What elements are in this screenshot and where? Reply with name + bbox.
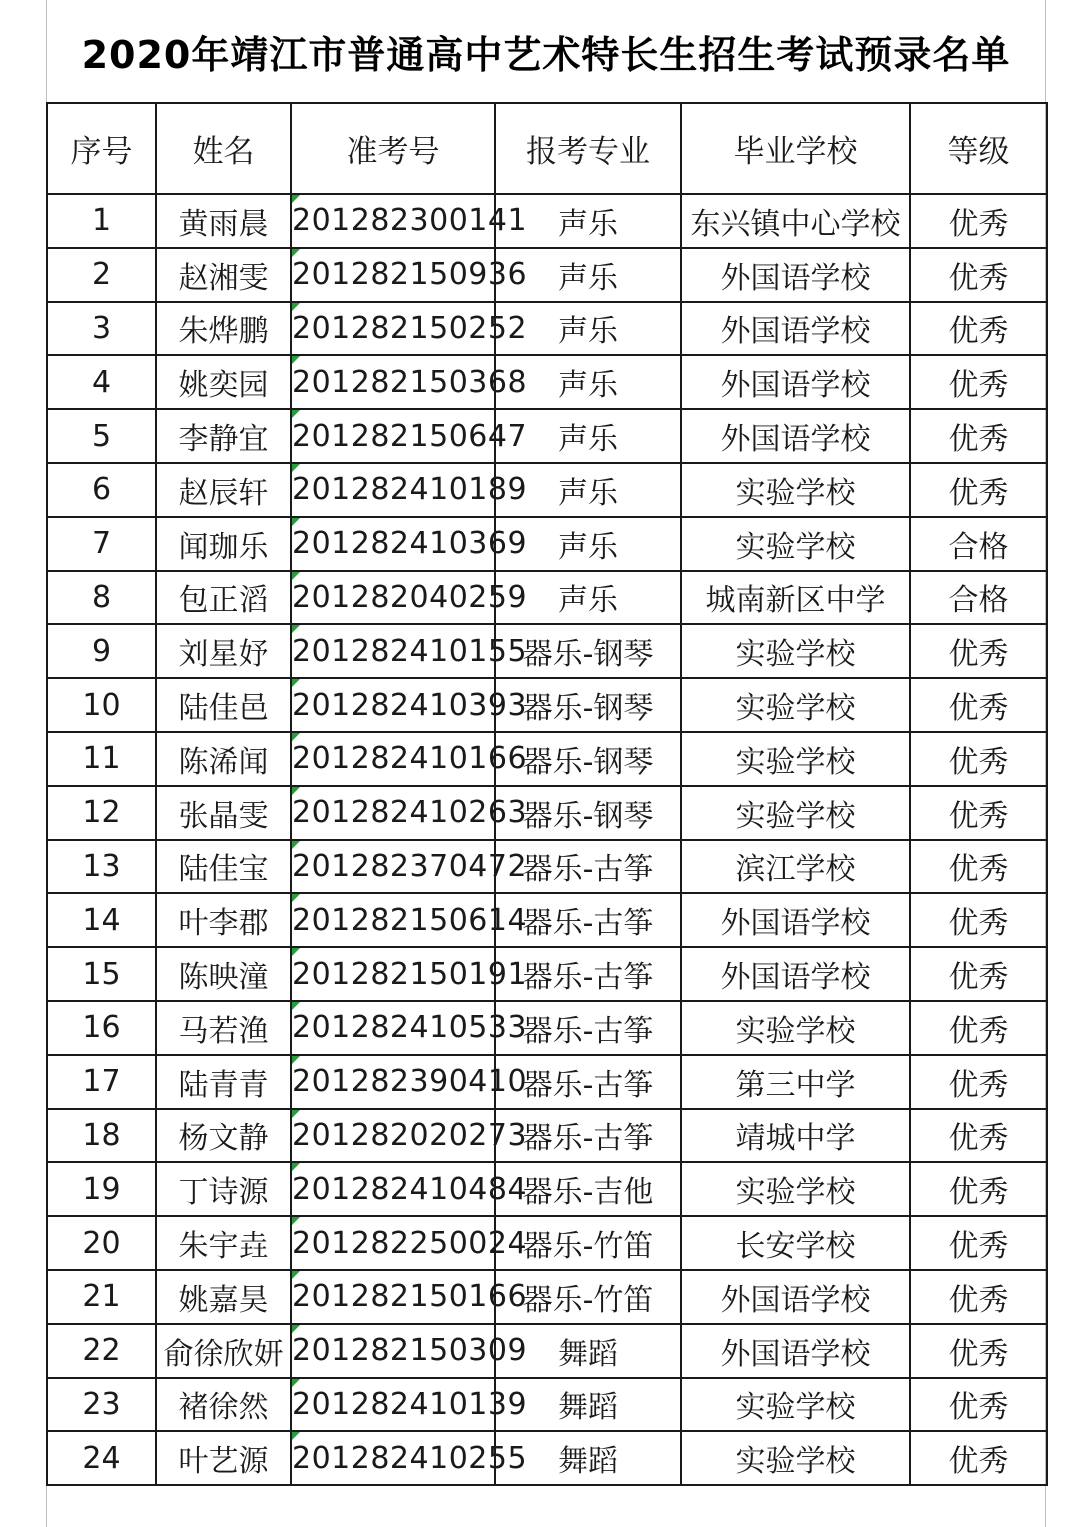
cell-major: 器乐-古筝 [495, 840, 681, 894]
cell-major: 舞蹈 [495, 1324, 681, 1378]
column-header-school: 毕业学校 [681, 103, 910, 194]
cell-grade: 合格 [910, 517, 1047, 571]
cell-school: 外国语学校 [681, 409, 910, 463]
cell-school: 实验学校 [681, 1162, 910, 1216]
cell-exam-id [291, 517, 528, 571]
cell-major: 器乐-钢琴 [495, 732, 681, 786]
cell-grade: 优秀 [910, 947, 1047, 1001]
exam-id-text: 201282150252 [292, 310, 528, 346]
cell-exam-id [291, 1216, 528, 1270]
table-row [47, 194, 1047, 248]
exam-id-text: 201282410484 [292, 1171, 528, 1207]
table-row [47, 355, 1047, 409]
column-header-major: 报考专业 [495, 103, 681, 194]
cell-grade: 优秀 [910, 893, 1047, 947]
text-number-warning-icon [292, 1271, 300, 1279]
table-row [47, 1055, 1047, 1109]
cell-school: 实验学校 [681, 786, 910, 840]
cell-exam-id [291, 1001, 528, 1055]
cell-name: 朱烨鹏 [156, 302, 291, 356]
cell-grade: 优秀 [910, 840, 1047, 894]
cell-major: 器乐-古筝 [495, 1001, 681, 1055]
cell-major: 声乐 [495, 302, 681, 356]
table-row [47, 409, 1047, 463]
exam-id-text: 201282150647 [292, 418, 528, 454]
cell-name: 俞徐欣妍 [156, 1324, 291, 1378]
cell-seq: 8 [47, 571, 156, 625]
cell-exam-id [291, 786, 528, 840]
admission-table [46, 102, 1048, 1486]
text-number-warning-icon [292, 625, 300, 633]
cell-name: 陆青青 [156, 1055, 291, 1109]
cell-exam-id [291, 624, 528, 678]
text-number-warning-icon [292, 1379, 300, 1387]
cell-seq: 11 [47, 732, 156, 786]
cell-name: 刘星妤 [156, 624, 291, 678]
text-number-warning-icon [292, 1325, 300, 1333]
cell-major: 声乐 [495, 355, 681, 409]
cell-school: 东兴镇中心学校 [681, 194, 910, 248]
cell-major: 器乐-钢琴 [495, 786, 681, 840]
cell-exam-id [291, 571, 528, 625]
exam-id-text: 201282250024 [292, 1225, 528, 1261]
cell-seq: 15 [47, 947, 156, 1001]
cell-seq: 9 [47, 624, 156, 678]
cell-exam-id [291, 1324, 528, 1378]
exam-id-text: 201282020273 [292, 1117, 528, 1153]
exam-id-text: 201282150614 [292, 902, 528, 938]
cell-seq: 21 [47, 1270, 156, 1324]
cell-name: 陆佳宝 [156, 840, 291, 894]
cell-seq: 14 [47, 893, 156, 947]
exam-id-text: 201282410393 [292, 687, 528, 723]
cell-seq: 1 [47, 194, 156, 248]
cell-name: 朱宇垚 [156, 1216, 291, 1270]
cell-name: 赵辰轩 [156, 463, 291, 517]
cell-school: 实验学校 [681, 1431, 910, 1485]
table-row [47, 517, 1047, 571]
cell-grade: 优秀 [910, 302, 1047, 356]
table-row [47, 732, 1047, 786]
cell-major: 声乐 [495, 463, 681, 517]
exam-id-text: 201282150368 [292, 364, 528, 400]
cell-major: 声乐 [495, 194, 681, 248]
cell-seq: 4 [47, 355, 156, 409]
text-number-warning-icon [292, 1217, 300, 1225]
cell-school: 外国语学校 [681, 302, 910, 356]
cell-name: 包正滔 [156, 571, 291, 625]
text-number-warning-icon [292, 356, 300, 364]
table-row [47, 893, 1047, 947]
cell-school: 实验学校 [681, 624, 910, 678]
cell-exam-id [291, 1378, 528, 1432]
cell-school: 长安学校 [681, 1216, 910, 1270]
table-row [47, 678, 1047, 732]
cell-school: 实验学校 [681, 463, 910, 517]
exam-id-text: 201282410155 [292, 633, 528, 669]
cell-grade: 优秀 [910, 1431, 1047, 1485]
cell-exam-id [291, 1270, 528, 1324]
exam-id-text: 201282410189 [292, 472, 528, 508]
cell-school: 城南新区中学 [681, 571, 910, 625]
exam-id-text: 201282390410 [292, 1064, 528, 1100]
cell-school: 实验学校 [681, 732, 910, 786]
cell-name: 李静宜 [156, 409, 291, 463]
cell-major: 器乐-吉他 [495, 1162, 681, 1216]
cell-seq: 19 [47, 1162, 156, 1216]
cell-school: 外国语学校 [681, 1270, 910, 1324]
cell-major: 声乐 [495, 409, 681, 463]
text-number-warning-icon [292, 894, 300, 902]
exam-id-text: 201282410369 [292, 526, 528, 562]
cell-name: 姚嘉昊 [156, 1270, 291, 1324]
cell-seq: 17 [47, 1055, 156, 1109]
table-body [47, 194, 1047, 1485]
cell-exam-id [291, 194, 528, 248]
cell-exam-id [291, 678, 528, 732]
text-number-warning-icon [292, 303, 300, 311]
exam-id-text: 201282410533 [292, 1010, 528, 1046]
cell-name: 叶李郡 [156, 893, 291, 947]
cell-major: 舞蹈 [495, 1378, 681, 1432]
text-number-warning-icon [292, 1002, 300, 1010]
cell-grade: 优秀 [910, 355, 1047, 409]
table-row [47, 1216, 1047, 1270]
table-row [47, 302, 1047, 356]
cell-exam-id [291, 947, 528, 1001]
cell-school: 实验学校 [681, 517, 910, 571]
cell-major: 器乐-钢琴 [495, 624, 681, 678]
cell-grade: 优秀 [910, 1378, 1047, 1432]
exam-id-text: 201282370472 [292, 848, 528, 884]
text-number-warning-icon [292, 1432, 300, 1440]
table-row [47, 1378, 1047, 1432]
cell-name: 赵湘雯 [156, 248, 291, 302]
document-title: 2020年靖江市普通高中艺术特长生招生考试预录名单 [81, 32, 1011, 77]
cell-school: 外国语学校 [681, 355, 910, 409]
cell-grade: 优秀 [910, 786, 1047, 840]
cell-school: 外国语学校 [681, 893, 910, 947]
cell-seq: 6 [47, 463, 156, 517]
table-row [47, 571, 1047, 625]
cell-school: 实验学校 [681, 1378, 910, 1432]
cell-grade: 优秀 [910, 1109, 1047, 1163]
table-row [47, 463, 1047, 517]
exam-id-text: 201282410263 [292, 795, 528, 831]
cell-name: 张晶雯 [156, 786, 291, 840]
cell-major: 声乐 [495, 248, 681, 302]
table-row [47, 1001, 1047, 1055]
cell-school: 外国语学校 [681, 1324, 910, 1378]
cell-grade: 优秀 [910, 1270, 1047, 1324]
cell-seq: 18 [47, 1109, 156, 1163]
cell-name: 杨文静 [156, 1109, 291, 1163]
cell-exam-id [291, 302, 528, 356]
cell-name: 叶艺源 [156, 1431, 291, 1485]
column-header-name: 姓名 [156, 103, 291, 194]
cell-grade: 优秀 [910, 248, 1047, 302]
cell-grade: 优秀 [910, 678, 1047, 732]
cell-exam-id [291, 409, 528, 463]
cell-grade: 优秀 [910, 1055, 1047, 1109]
text-number-warning-icon [292, 1163, 300, 1171]
table-row [47, 1324, 1047, 1378]
cell-grade: 合格 [910, 571, 1047, 625]
cell-exam-id [291, 1162, 528, 1216]
exam-id-text: 201282150166 [292, 1279, 528, 1315]
cell-seq: 3 [47, 302, 156, 356]
column-header-exam-id: 准考号 [291, 103, 495, 194]
column-header-grade: 等级 [910, 103, 1047, 194]
cell-seq: 13 [47, 840, 156, 894]
cell-seq: 16 [47, 1001, 156, 1055]
column-header-seq: 序号 [47, 103, 156, 194]
table-row [47, 1431, 1047, 1485]
text-number-warning-icon [292, 1110, 300, 1118]
text-number-warning-icon [292, 518, 300, 526]
cell-grade: 优秀 [910, 1216, 1047, 1270]
text-number-warning-icon [292, 1056, 300, 1064]
cell-major: 器乐-古筝 [495, 947, 681, 1001]
exam-id-text: 201282410255 [292, 1440, 528, 1476]
table-row [47, 1109, 1047, 1163]
text-number-warning-icon [292, 195, 300, 203]
cell-grade: 优秀 [910, 1324, 1047, 1378]
cell-exam-id [291, 355, 528, 409]
cell-exam-id [291, 893, 528, 947]
cell-grade: 优秀 [910, 1001, 1047, 1055]
cell-grade: 优秀 [910, 409, 1047, 463]
text-number-warning-icon [292, 410, 300, 418]
table-row [47, 840, 1047, 894]
cell-name: 陈映潼 [156, 947, 291, 1001]
exam-id-text: 201282150191 [292, 956, 528, 992]
table-row [47, 947, 1047, 1001]
cell-exam-id [291, 732, 528, 786]
exam-id-text: 201282410166 [292, 741, 528, 777]
cell-name: 马若渔 [156, 1001, 291, 1055]
exam-id-text: 201282410139 [292, 1386, 528, 1422]
cell-major: 声乐 [495, 571, 681, 625]
cell-exam-id [291, 840, 528, 894]
cell-exam-id [291, 248, 528, 302]
cell-grade: 优秀 [910, 194, 1047, 248]
text-number-warning-icon [292, 841, 300, 849]
text-number-warning-icon [292, 733, 300, 741]
text-number-warning-icon [292, 787, 300, 795]
cell-school: 靖城中学 [681, 1109, 910, 1163]
table-row [47, 624, 1047, 678]
exam-id-text: 201282150309 [292, 1333, 528, 1369]
cell-name: 褚徐然 [156, 1378, 291, 1432]
cell-major: 舞蹈 [495, 1431, 681, 1485]
cell-major: 器乐-古筝 [495, 893, 681, 947]
cell-seq: 7 [47, 517, 156, 571]
cell-school: 第三中学 [681, 1055, 910, 1109]
cell-major: 声乐 [495, 517, 681, 571]
table-header-row [47, 103, 1047, 194]
table-row [47, 786, 1047, 840]
cell-seq: 2 [47, 248, 156, 302]
text-number-warning-icon [292, 948, 300, 956]
text-number-warning-icon [292, 464, 300, 472]
cell-exam-id [291, 1109, 528, 1163]
cell-name: 陈浠闻 [156, 732, 291, 786]
exam-id-text: 201282040259 [292, 579, 528, 615]
cell-major: 器乐-竹笛 [495, 1270, 681, 1324]
text-number-warning-icon [292, 679, 300, 687]
exam-id-text: 201282300141 [292, 203, 528, 239]
cell-seq: 22 [47, 1324, 156, 1378]
cell-seq: 5 [47, 409, 156, 463]
text-number-warning-icon [292, 572, 300, 580]
cell-exam-id [291, 463, 528, 517]
cell-name: 黄雨晨 [156, 194, 291, 248]
cell-school: 实验学校 [681, 678, 910, 732]
exam-id-text: 201282150936 [292, 257, 528, 293]
cell-exam-id [291, 1055, 528, 1109]
cell-seq: 23 [47, 1378, 156, 1432]
cell-school: 外国语学校 [681, 248, 910, 302]
table-row [47, 248, 1047, 302]
cell-name: 陆佳邑 [156, 678, 291, 732]
cell-school: 实验学校 [681, 1001, 910, 1055]
cell-school: 滨江学校 [681, 840, 910, 894]
cell-major: 器乐-古筝 [495, 1109, 681, 1163]
table-row [47, 1270, 1047, 1324]
cell-grade: 优秀 [910, 732, 1047, 786]
cell-major: 器乐-钢琴 [495, 678, 681, 732]
text-number-warning-icon [292, 249, 300, 257]
cell-grade: 优秀 [910, 463, 1047, 517]
cell-school: 外国语学校 [681, 947, 910, 1001]
table-row [47, 1162, 1047, 1216]
cell-seq: 12 [47, 786, 156, 840]
cell-exam-id [291, 1431, 528, 1485]
cell-grade: 优秀 [910, 1162, 1047, 1216]
cell-name: 丁诗源 [156, 1162, 291, 1216]
cell-grade: 优秀 [910, 624, 1047, 678]
cell-name: 闻珈乐 [156, 517, 291, 571]
cell-major: 器乐-竹笛 [495, 1216, 681, 1270]
cell-name: 姚奕园 [156, 355, 291, 409]
cell-seq: 10 [47, 678, 156, 732]
cell-seq: 20 [47, 1216, 156, 1270]
cell-seq: 24 [47, 1431, 156, 1485]
cell-major: 器乐-古筝 [495, 1055, 681, 1109]
